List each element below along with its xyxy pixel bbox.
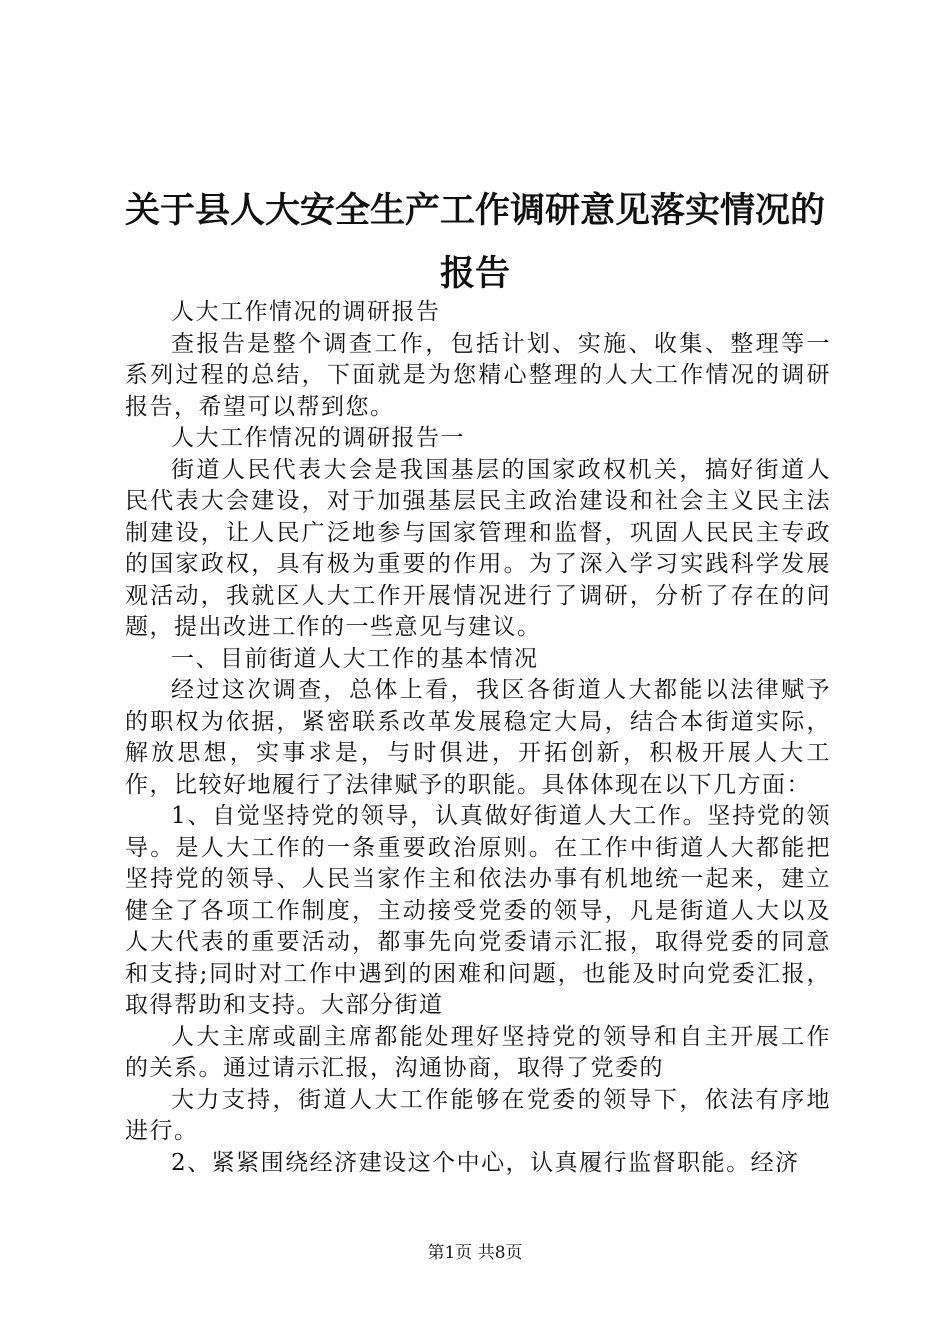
document-body: [125, 297, 831, 1179]
page-footer: 第1页 共8页: [427, 1243, 523, 1263]
paragraph: 经过这次调查，总体上看，我区各街道人大都能以法律赋予的职权为依据，紧密联系改革发展稳定大局，结合本街道实际，解放思想，实事求是，与时俱进，开拓创新，积极开展人大工作，比较好地履行了法律赋予的职能。具体体现在以下几方面：: [125, 677, 831, 798]
paragraph: 2、紧紧围绕经济建设这个中心，认真履行监督职能。经济: [171, 1149, 800, 1176]
paragraph: 街道人民代表大会是我国基层的国家政权机关，搞好街道人民代表大会建设，对于加强基层民主政治建设和社会主义民主法制建设，让人民广泛地参与国家管理和监督，巩固人民民主专政的国家政权，具有极为重要的作用。为了深入学习实践科学发展观活动，我就区人大工作开展情况进行了调研，分析了存在的问题，提出改进工作的一些意见与建议。: [125, 456, 831, 640]
document-title: 关于县人大安全生产工作调研意见落实情况的报告: [124, 191, 825, 294]
paragraph: 大力支持，街道人大工作能够在党委的领导下，依法有序地进行。: [125, 1086, 831, 1144]
paragraph: 1、自觉坚持党的领导，认真做好街道人大工作。坚持党的领导。是人大工作的一条重要政治原则。在工作中街道人大都能把坚持党的领导、人民当家作主和依法办事有机地统一起来，建立健全了各项工作制度，主动接受党委的领导，凡是街道人大以及人大代表的重要活动，都事先向党委请示汇报，取得党委的同意和支持;同时对工作中遇到的困难和问题，也能及时向党委汇报，取得帮助和支持。大部分街道: [125, 803, 831, 1018]
paragraph: 一、目前街道人大工作的基本情况: [171, 645, 539, 672]
paragraph: 人大工作情况的调研报告一: [171, 425, 465, 451]
paragraph: 人大工作情况的调研报告: [171, 299, 441, 325]
paragraph: 查报告是整个调查工作，包括计划、实施、收集、整理等一系列过程的总结，下面就是为您精心整理的人大工作情况的调研报告，希望可以帮到您。: [125, 330, 831, 420]
paragraph: 人大主席或副主席都能处理好坚持党的领导和自主开展工作的关系。通过请示汇报，沟通协商，取得了党委的: [125, 1023, 831, 1081]
